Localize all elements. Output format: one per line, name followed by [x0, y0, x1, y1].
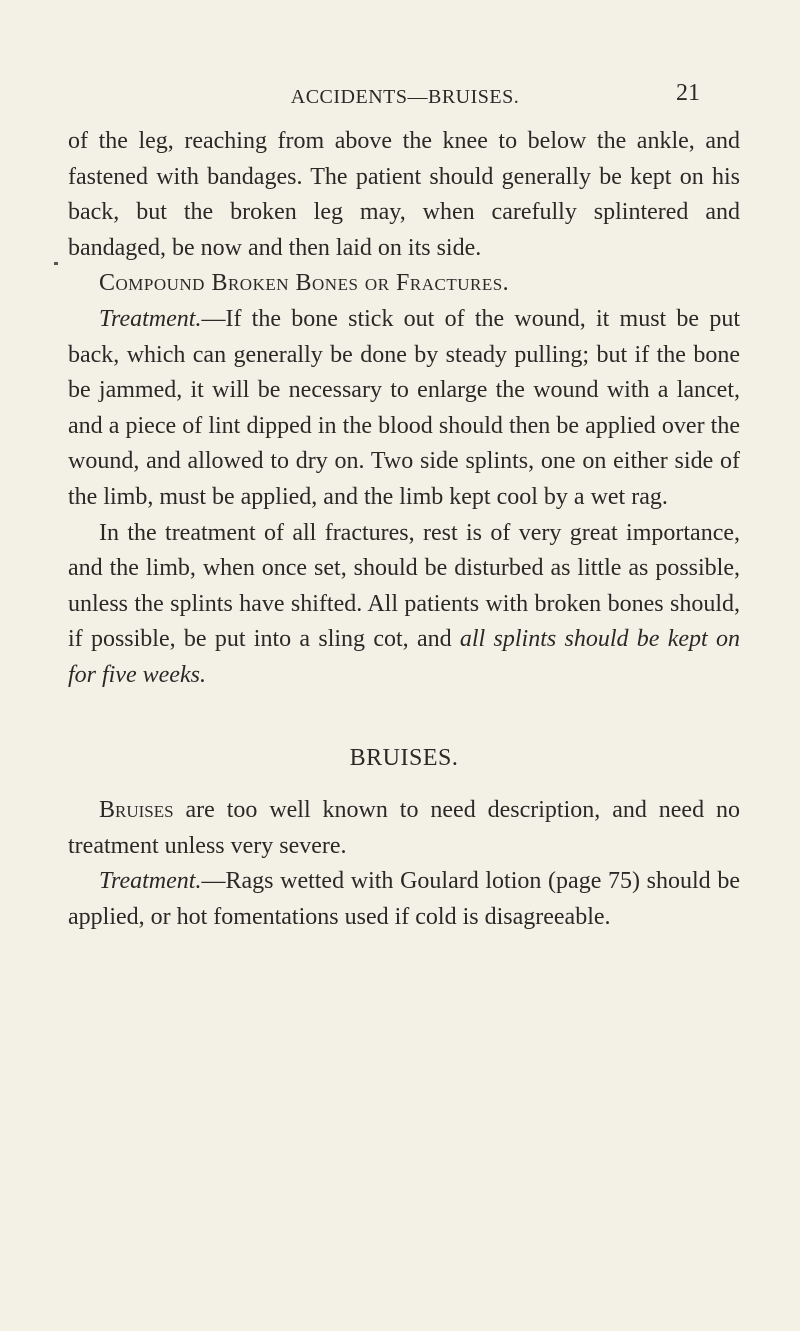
treatment-label: Treatment. [99, 305, 202, 332]
bruises-text: are too well known to need description, and need no treatment unless very severe. [68, 797, 740, 859]
bruises-lead: Bruises [99, 797, 174, 824]
compound-fractures-heading: Compound Broken Bones or Fractures. [99, 270, 510, 297]
fractures-emphasis: all splints should be kept on for five weeks. [68, 626, 740, 688]
paragraph-leg-splints [68, 124, 740, 266]
bruises-treatment-label: Treatment. [99, 868, 202, 895]
treatment-text: —If the bone stick out of the wound, it must be put back, which can generally be done by steady pulling; but if the bone be jammed, it will be necessary to enlarge the wound with a lancet, and a piece of lint dipped in the blood should then be applied over the wound, and allowed to dry on. Two side splints, one on either side of the limb, must be applied, and the limb kept cool by a wet rag. [68, 305, 740, 510]
bruises-heading: BRUISES. [349, 744, 459, 771]
paragraph-bruises-treatment [68, 864, 740, 935]
paragraph-text: of the leg, reaching from above the knee to below the ankle, and fastened with bandages. The patient should generally be kept on his back, but the broken leg may, when carefully splintered and bandaged, be now and then laid on its side. [68, 128, 740, 261]
page-number: 21 [676, 80, 700, 106]
stray-ink-mark [54, 262, 58, 265]
running-head: ACCIDENTS—BRUISES. [290, 86, 520, 108]
paragraph-fractures-rest [68, 516, 740, 694]
bruises-treatment-text: —Rags wetted with Goulard lotion (page 75) should be applied, or hot fomentations used if cold is disagreeable. [68, 868, 740, 930]
paragraph-compound-treatment [68, 302, 740, 516]
paragraph-bruises [68, 793, 740, 864]
fractures-text: In the treatment of all fractures, rest is of very great importance, and the limb, when once set, should be disturbed as little as possible, unless the splints have shifted. All patients with broken bones should, if possible, be put into a sling cot, and [68, 519, 740, 653]
body-text [68, 124, 740, 935]
